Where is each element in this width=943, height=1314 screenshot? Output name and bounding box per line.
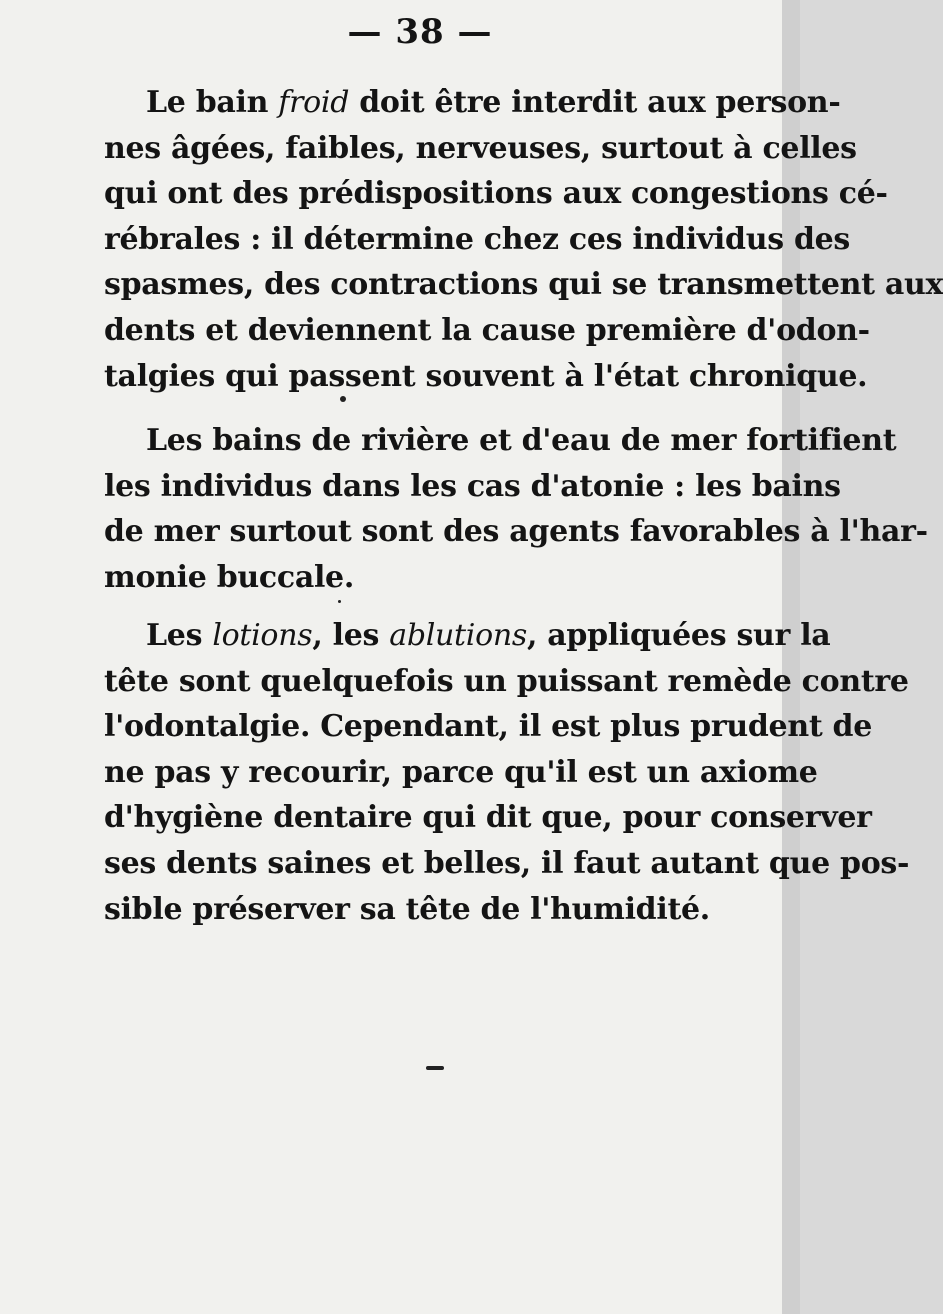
text-run: Le bain	[146, 85, 279, 120]
text-line: de mer surtout sont des agents favorables à l'har-	[104, 514, 928, 550]
text-run: , les	[312, 618, 390, 653]
text-line: rébrales : il détermine chez ces individus des	[104, 221, 851, 257]
italic-word: lotions	[212, 618, 313, 653]
text-line: ne pas y recourir, parce qu'il est un axiome	[104, 754, 818, 790]
text-line: spasmes, des contractions qui se transmettent aux	[104, 267, 943, 303]
paragraph-1	[104, 80, 943, 399]
text-line: les individus dans les cas d'atonie : les bains	[104, 468, 841, 504]
text-line: monie buccale.	[104, 559, 354, 595]
text-line: Les bains de rivière et d'eau de mer fortifient	[146, 423, 897, 458]
text-line: d'hygiène dentaire qui dit que, pour conserver	[104, 800, 872, 836]
text-run: , appliquées sur la	[526, 618, 831, 653]
italic-word: froid	[278, 85, 350, 120]
text-run: doit être interdit aux person-	[349, 85, 841, 120]
italic-word: ablutions	[389, 618, 527, 653]
ink-speck	[426, 1066, 444, 1070]
paragraph-3	[104, 613, 910, 932]
paragraph-2	[104, 418, 928, 600]
ink-speck	[338, 600, 341, 603]
text-line: qui ont des prédispositions aux congestions cé-	[104, 176, 888, 212]
text-line	[104, 613, 831, 659]
text-line: ses dents saines et belles, il faut autant que pos-	[104, 845, 910, 881]
page-number: — 38 —	[347, 12, 493, 52]
text-line: tête sont quelquefois un puissant remède contre	[104, 663, 909, 699]
text-line: dents et deviennent la cause première d'odon-	[104, 312, 870, 348]
text-line	[104, 80, 841, 126]
text-line: sible préserver sa tête de l'humidité.	[104, 891, 710, 927]
text-run: Les	[146, 618, 213, 653]
text-line: l'odontalgie. Cependant, il est plus prudent de	[104, 709, 873, 745]
text-line: talgies qui passent souvent à l'état chronique.	[104, 358, 868, 394]
text-line: nes âgées, faibles, nerveuses, surtout à celles	[104, 130, 857, 166]
